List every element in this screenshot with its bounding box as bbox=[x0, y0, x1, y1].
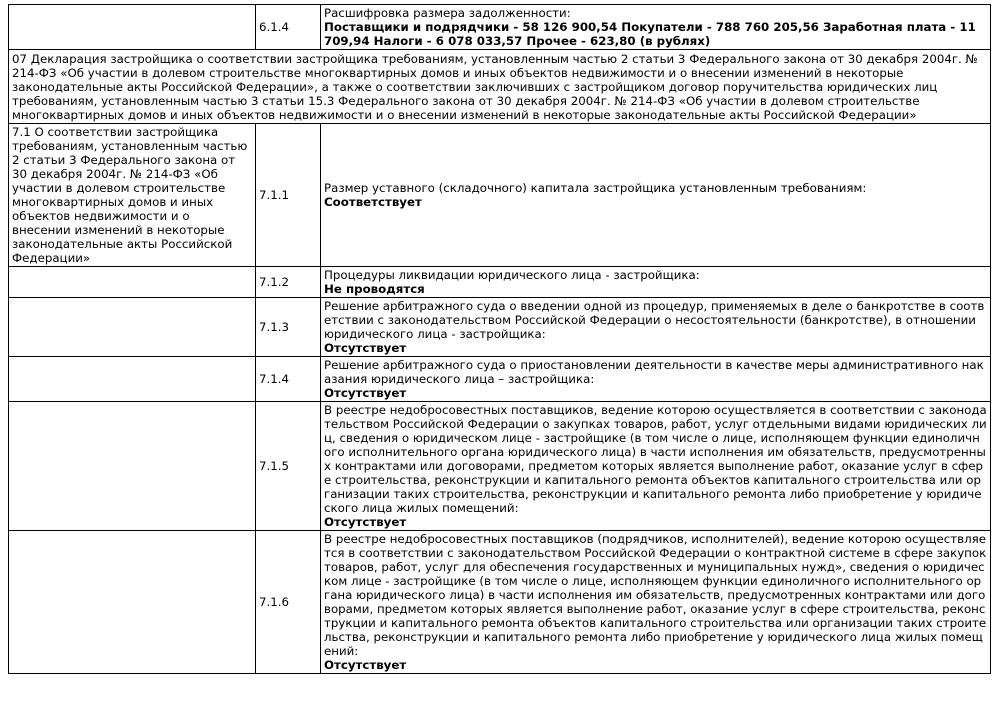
requirement-label-714: Решение арбитражного суда о приостановлении деятельности в качестве меры административного наказания юридического лица – застройщика: bbox=[324, 358, 984, 386]
declaration-table bbox=[8, 4, 991, 674]
row-content-713 bbox=[321, 298, 991, 357]
table-row-713 bbox=[9, 298, 991, 357]
status-value-711: Соответствует bbox=[324, 195, 422, 209]
section-71-label: 7.1 О соответствии застройщика требованиям, установленным частью 2 статьи 3 Федерального закона от 30 декабря 2004г. № 214-ФЗ «Об участии в долевом строительстве многоквартирных домов и иных объектов недвижимости и о внесении изменений в некоторые законодательные акты Российской Федерации» bbox=[9, 124, 256, 267]
table-row-716 bbox=[9, 531, 991, 674]
requirement-label-712: Процедуры ликвидации юридического лица - застройщика: bbox=[324, 268, 700, 282]
empty-left-cell bbox=[9, 531, 256, 674]
debt-breakdown-value: Поставщики и подрядчики - 58 126 900,54 Покупатели - 788 760 205,56 Заработная плата - 11 709,94 Налоги - 6 078 033,57 Прочее - 623,80 (в рублях) bbox=[324, 20, 976, 48]
debt-breakdown-label: Расшифровка размера задолженности: bbox=[324, 6, 571, 20]
requirement-label-713: Решение арбитражного суда о введении одной из процедур, применяемых в деле о банкротстве в соответствии с законодательством Российской Федерации о несостоятельности (банкротстве), в отношении юридического лица - застройщика: bbox=[324, 299, 985, 341]
row-content-711 bbox=[321, 124, 991, 267]
row-number-716: 7.1.6 bbox=[256, 531, 321, 674]
status-value-715: Отсутствует bbox=[324, 515, 407, 529]
status-value-713: Отсутствует bbox=[324, 341, 407, 355]
empty-left-cell bbox=[9, 267, 256, 298]
row-number-711: 7.1.1 bbox=[256, 124, 321, 267]
row-content-716 bbox=[321, 531, 991, 674]
status-value-714: Отсутствует bbox=[324, 386, 407, 400]
empty-left-cell bbox=[9, 402, 256, 531]
row-content-712 bbox=[321, 267, 991, 298]
requirement-label-716: В реестре недобросовестных поставщиков (подрядчиков, исполнителей), ведение которою осуществляется в соответствии с законодательством Российской Федерации о контрактной системе в сфере закупок товаров, работ, услуг для обеспечения государственных и муниципальных нужд», сведения о юридическом лице - застройщике (в том числе о лице, исполняющем функции единоличного исполнительного органа юридического лица) в части исполнения им обязательств, предусмотренных контрактами или договорами, предметом которых является выполнение работ, оказание услуг в сфере строительства, реконструкции и капитального ремонта объектов капитального строительства или организации таких строительства, реконструкции и капитального ремонта либо приобретение у юридического лица жилых помещений: bbox=[324, 532, 987, 658]
row-number-712: 7.1.2 bbox=[256, 267, 321, 298]
row-number-614: 6.1.4 bbox=[256, 5, 321, 50]
requirement-label-715: В реестре недобросовестных поставщиков, ведение которою осуществляется в соответствии с законодательством Российской Федерации о закупках товаров, работ, услуг отдельными видами юридических лиц, сведения о юридическом лице - застройщике (в том числе о лице, исполняющем функции единоличного исполнительного органа юридического лица) в части исполнения им обязательств, предусмотренных контрактами или договорами, предметом которых является выполнение работ, оказание услуг в сфере строительства, реконструкции и капитального ремонта объектов капитального строительства или организации таких строительства, реконструкции и капитального ремонта либо приобретение у юридического лица жилых помещений: bbox=[324, 403, 987, 515]
empty-left-cell bbox=[9, 298, 256, 357]
table-row-614 bbox=[9, 5, 991, 50]
table-row-714 bbox=[9, 357, 991, 402]
row-number-713: 7.1.3 bbox=[256, 298, 321, 357]
row-number-714: 7.1.4 bbox=[256, 357, 321, 402]
section-07-header: 07 Декларация застройщика о соответствии застройщика требованиям, установленным частью 2 статьи 3 Федерального закона от 30 декабря 2004г. № 214-ФЗ «Об участии в долевом строительстве многоквартирных домов и иных объектов недвижимости и о внесении изменений в некоторые законодательные акты Российской Федерации», а также о соответствии заключивших с застройщиком договор поручительства юридических лиц требованиям, установленным частью 3 статьи 15.3 Федерального закона от 30 декабря 2004г. № 214-ФЗ «Об участии в долевом строительстве многоквартирных домов и иных объектов недвижимости и о внесении изменений в некоторые законодательные акты Российской Федерации» bbox=[9, 50, 991, 124]
table-row-section-07 bbox=[9, 50, 991, 124]
table-row-711 bbox=[9, 124, 991, 267]
empty-left-cell bbox=[9, 5, 256, 50]
row-content-714 bbox=[321, 357, 991, 402]
empty-left-cell bbox=[9, 357, 256, 402]
row-content-715 bbox=[321, 402, 991, 531]
row-content-614 bbox=[321, 5, 991, 50]
requirement-label-711: Размер уставного (складочного) капитала застройщика установленным требованиям: bbox=[324, 181, 867, 195]
status-value-712: Не проводятся bbox=[324, 282, 425, 296]
row-number-715: 7.1.5 bbox=[256, 402, 321, 531]
table-row-712 bbox=[9, 267, 991, 298]
status-value-716: Отсутствует bbox=[324, 658, 407, 672]
table-row-715 bbox=[9, 402, 991, 531]
